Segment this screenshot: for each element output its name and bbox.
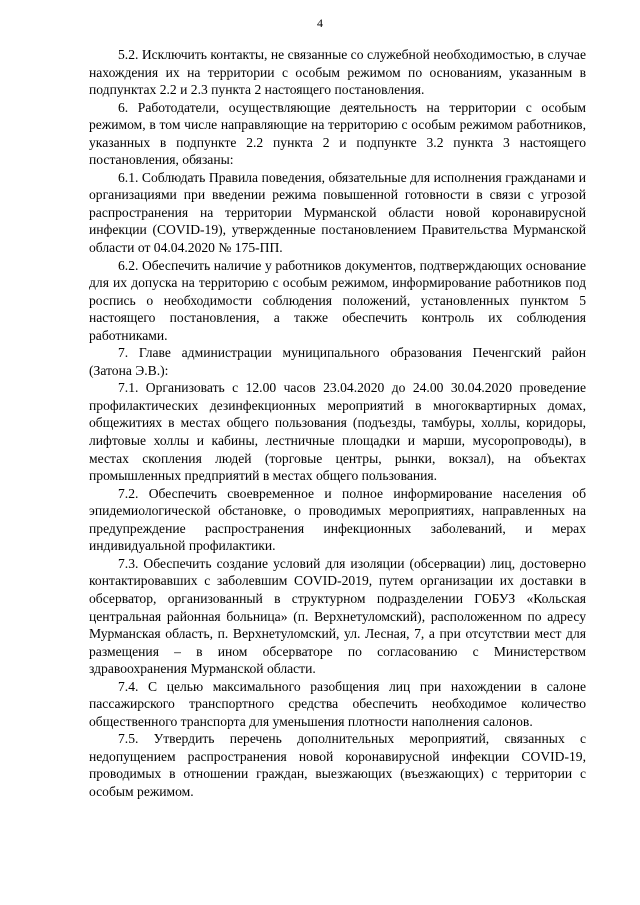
paragraph-7-4: 7.4. С целью максимального разобщения лиц при нахождении в салоне пассажирского транспортного средства обеспечить необходимое количество общественного транспорта для уменьшения плотности наполнения салонов.: [89, 678, 586, 729]
document-body: [89, 46, 586, 801]
paragraph-7-1: 7.1. Организовать с 12.00 часов 23.04.2020 до 24.00 30.04.2020 проведение профилактических дезинфекционных мероприятий в многоквартирных домах, общежитиях в местах общего пользования (подъезды, тамбуры, холлы, коридоры, лифтовые холлы и кабины, лестничные площадки и марши, мусоропроводы), в местах скопления людей (торговые центры, рынки, вокзал), на объектах промышленных предприятий в местах общего пользования.: [89, 380, 586, 484]
paragraph-6-2: 6.2. Обеспечить наличие у работников документов, подтверждающих основание для их допуска на территорию с особым режимом, информирование работников под роспись о необходимости соблюдения положений, установленных пунктом 5 настоящего постановления, а также обеспечить контроль их соблюдения работниками.: [89, 257, 586, 343]
page-number: 4: [317, 16, 323, 30]
paragraph-7-5: 7.5. Утвердить перечень дополнительных мероприятий, связанных с недопущением распространения новой коронавирусной инфекции COVID-19, проводимых в отношении граждан, выезжающих (въезжающих) с территории с особым режимом.: [89, 731, 586, 799]
paragraph-5-2: 5.2. Исключить контакты, не связанные со служебной необходимостью, в случае нахождения их на территории с особым режимом по основаниям, указанным в подпунктах 2.2 и 2.3 пункта 2 настоящего постановления.: [89, 47, 586, 98]
paragraph-6-1: 6.1. Соблюдать Правила поведения, обязательные для исполнения гражданами и организациями при введении режима повышенной готовности в связи с угрозой распространения на территории Мурманской области новой коронавирусной инфекции (COVID-19), утвержденные постановлением Правительства Мурманской области от 04.04.2020 № 175-ПП.: [89, 169, 586, 256]
paragraph-6: 6. Работодатели, осуществляющие деятельность на территории с особым режимом, в том числе направляющие на территорию с особым режимом работников, указанных в подпункте 2.2 пункта 2 и подпункте 3.2 пункта 3 настоящего постановления, обязаны:: [89, 99, 586, 168]
paragraph-7-2: 7.2. Обеспечить своевременное и полное информирование населения об эпидемиологической обстановке, о проводимых мероприятиях, направленных на предупреждение распространения инфекционных заболеваний, и мерах индивидуальной профилактики.: [89, 485, 586, 554]
paragraph-7: 7. Главе администрации муниципального образования Печенгский район (Затона Э.В.):: [89, 345, 586, 378]
paragraph-7-3: 7.3. Обеспечить создание условий для изоляции (обсервации) лиц, достоверно контактировавших с заболевшим COVID-2019, путем организации их доставки в обсерватор, организованный в структурном подразделении ГОБУЗ «Кольская центральная районная больница» (п. Верхнетуломский), расположенном по адресу Мурманская область, п. Верхнетуломский, ул. Лесная, 7, а при отсутствии мест для размещения – в ином обсерваторе по согласованию с Министерством здравоохранения Мурманской области.: [89, 555, 586, 677]
